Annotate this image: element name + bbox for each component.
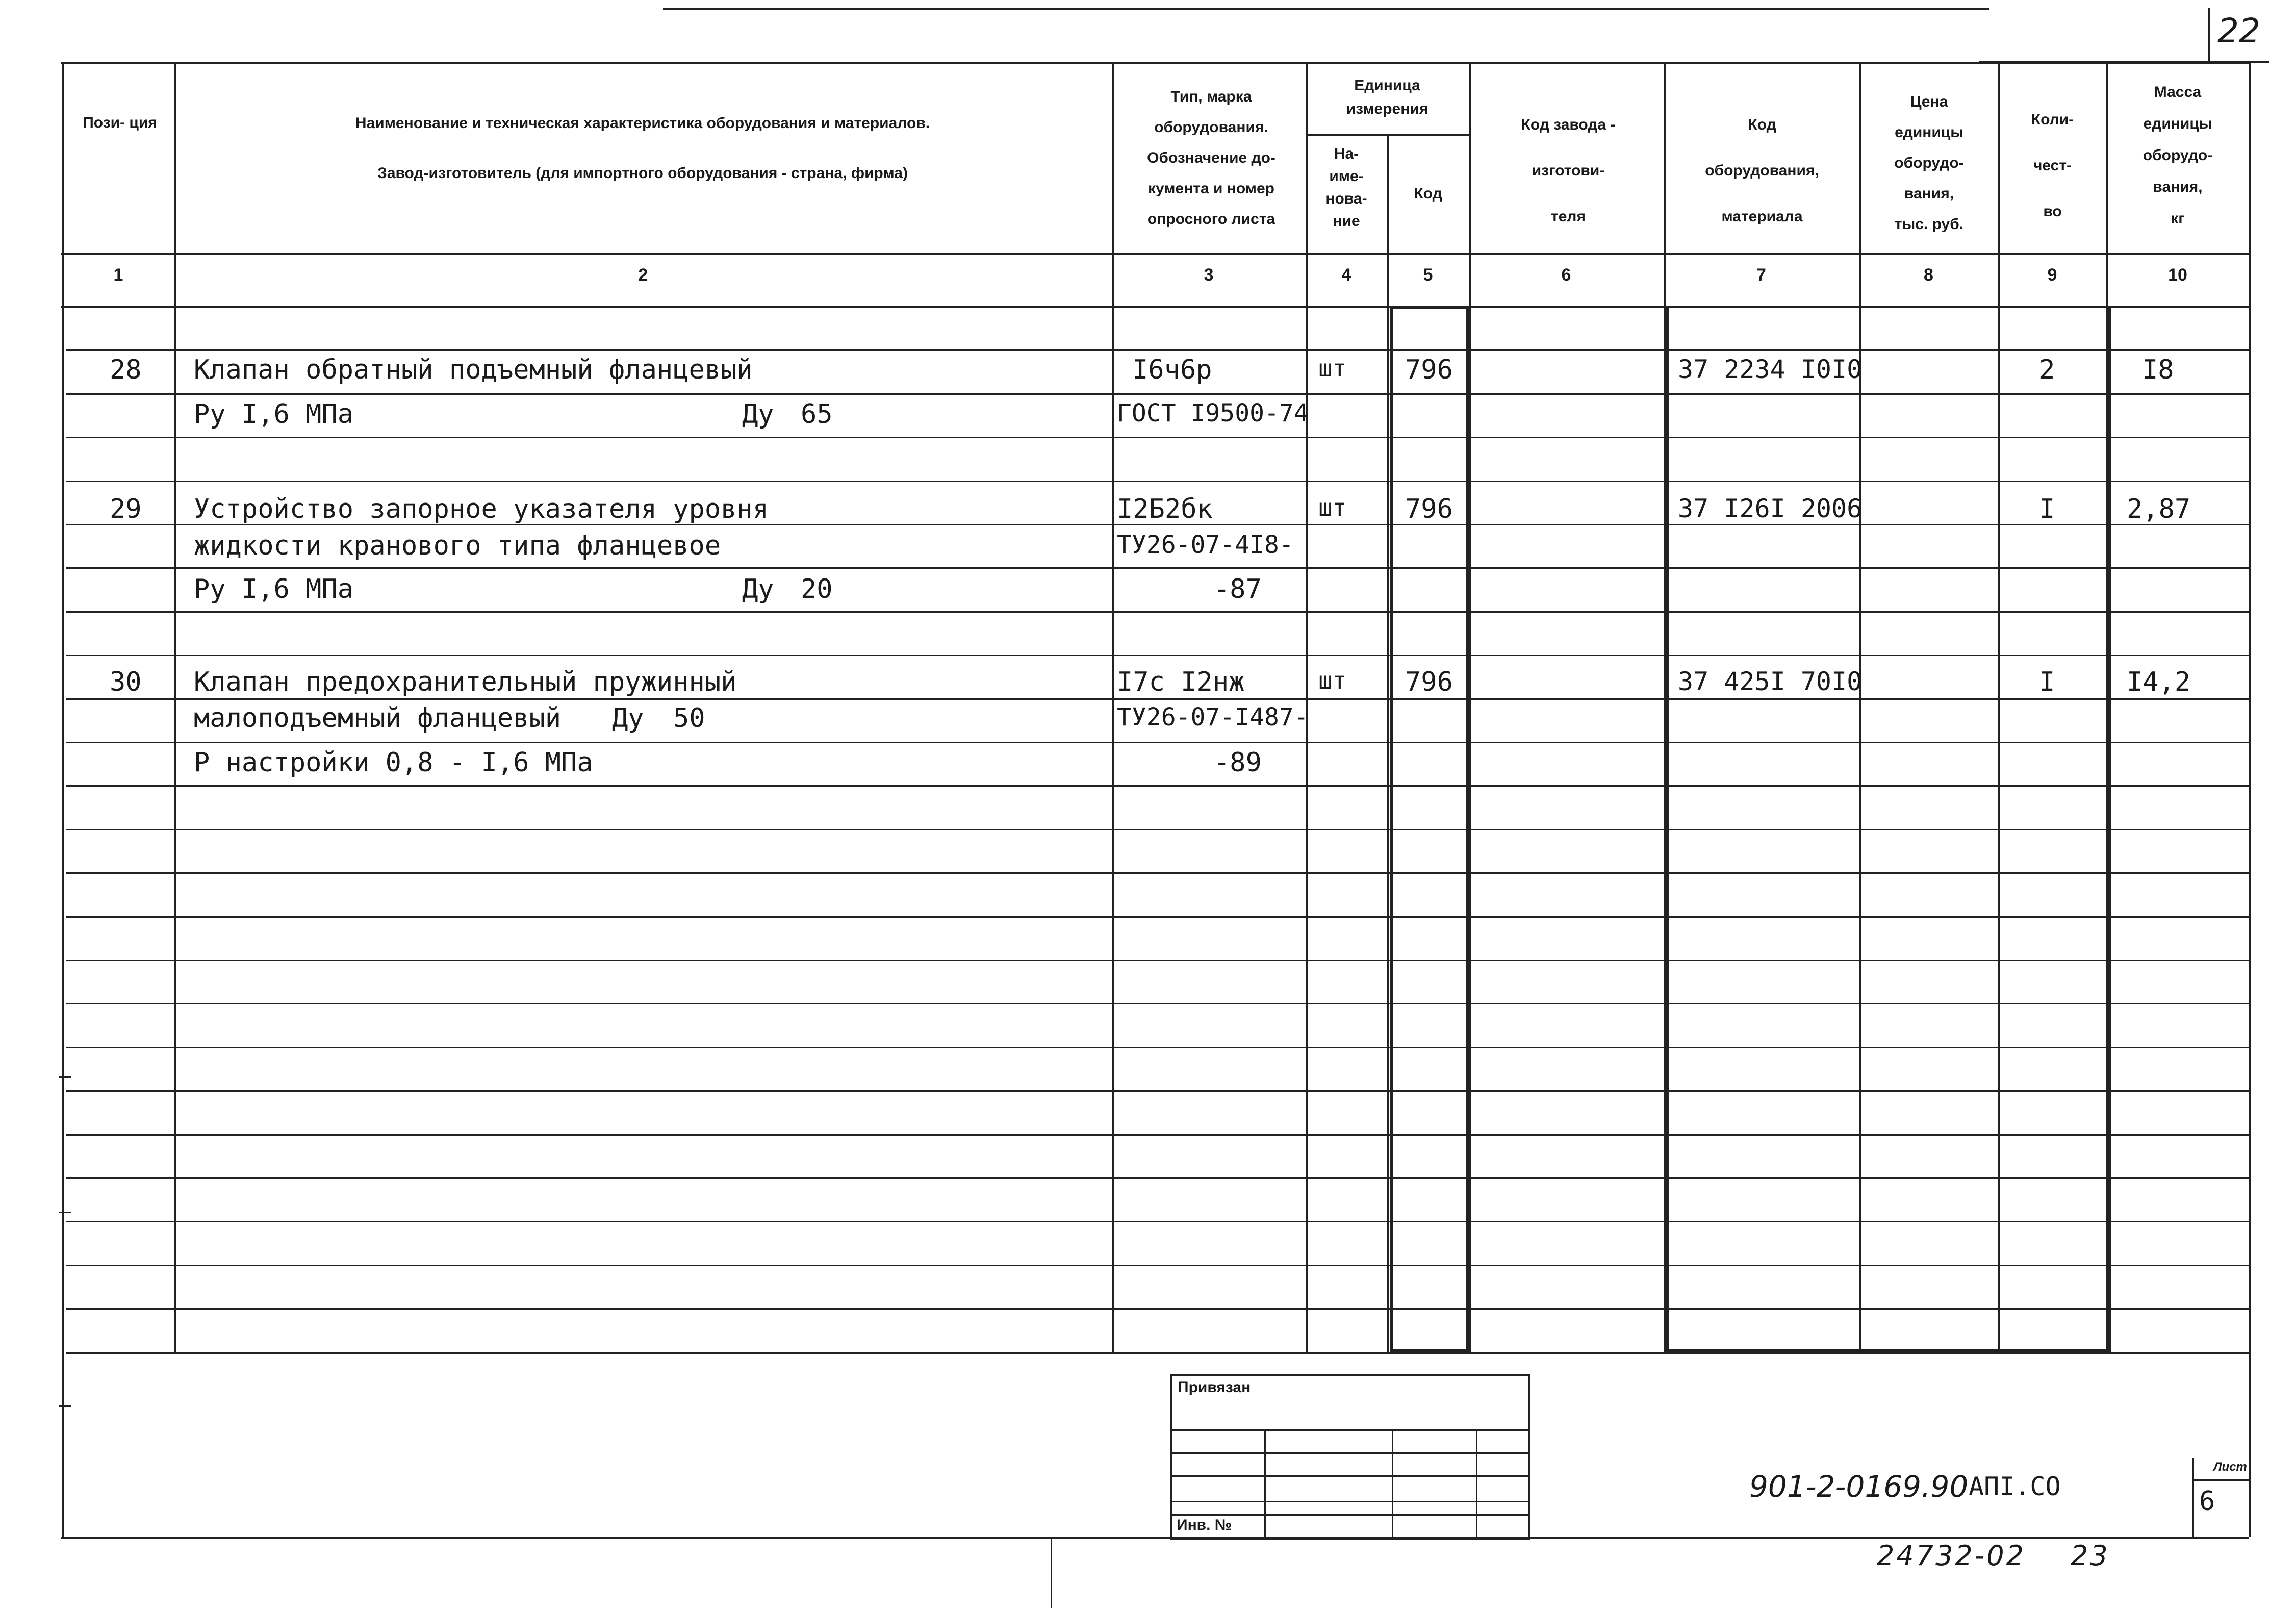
row-position: 28 bbox=[110, 355, 142, 385]
row-unit-code: 796 bbox=[1405, 494, 1453, 524]
row-name-line: Устройство запорное указателя уровня bbox=[194, 494, 769, 524]
row-name-line: Р настройки 0,8 - I,6 МПа bbox=[194, 747, 593, 778]
row-mass: I8 bbox=[2142, 355, 2174, 385]
row-quantity: I bbox=[2039, 494, 2055, 524]
row-type-line: -87 bbox=[1214, 574, 1262, 605]
col-number-7: 7 bbox=[1756, 265, 1766, 285]
row-type-line: -89 bbox=[1214, 747, 1262, 778]
header-unit-code: Код bbox=[1414, 185, 1442, 202]
row-position: 29 bbox=[110, 494, 142, 524]
binding-stamp bbox=[1170, 1374, 1530, 1540]
row-du-value: 50 bbox=[673, 703, 705, 734]
header-name-line1: Наименование и техническая характеристика оборудования и материалов. bbox=[355, 115, 930, 132]
row-name-line: Ру I,6 МПа bbox=[194, 399, 354, 430]
header-unit-group: Единица измерения bbox=[1346, 77, 1428, 117]
row-type-line: ТУ26-07-I487- bbox=[1117, 703, 1309, 732]
row-type-line: I2Б2бк bbox=[1117, 494, 1213, 524]
header-type-mark: Тип, марка оборудования. Обозначение до- кумента и номер опросного листа bbox=[1147, 88, 1275, 228]
row-unit-code: 796 bbox=[1405, 355, 1453, 385]
row-unit: шт bbox=[1318, 667, 1347, 694]
row-du-label: Ду bbox=[742, 574, 774, 605]
row-equipment-code: 37 2234 I0I0 bbox=[1678, 355, 1863, 384]
row-name-line: Клапан предохранительный пружинный bbox=[194, 667, 737, 697]
row-quantity: I bbox=[2039, 667, 2055, 697]
row-du-value: 20 bbox=[801, 574, 833, 605]
document-suffix: АПI.СО bbox=[1969, 1472, 2061, 1501]
col-number-3: 3 bbox=[1204, 265, 1214, 285]
document-code: 901-2-0169.90 bbox=[1749, 1469, 1969, 1504]
row-name-line: Клапан обратный подъемный фланцевый bbox=[194, 355, 753, 385]
header-unit-mass: Масса единицы оборудо- вания, кг bbox=[2142, 84, 2213, 227]
sheet-number: 6 bbox=[2199, 1486, 2215, 1517]
row-mass: I4,2 bbox=[2127, 667, 2191, 697]
row-type-line: I7с I2нж bbox=[1117, 667, 1245, 697]
row-du-label: Ду bbox=[612, 703, 644, 734]
header-unit-name: На- име- нова- ние bbox=[1325, 145, 1367, 230]
col-number-10: 10 bbox=[2168, 265, 2187, 285]
archive-page: 23 bbox=[2071, 1540, 2110, 1572]
col-number-9: 9 bbox=[2047, 265, 2057, 285]
stamp-privyazan: Привязан bbox=[1178, 1379, 1251, 1396]
stamp-inventory-number: Инв. № bbox=[1177, 1517, 1232, 1533]
row-du-value: 65 bbox=[801, 399, 833, 430]
sheet-label: Лист bbox=[2213, 1460, 2247, 1474]
row-position: 30 bbox=[110, 667, 142, 697]
row-name-line: жидкости кранового типа фланцевое bbox=[194, 531, 721, 561]
row-type-line: I6ч6р bbox=[1132, 355, 1212, 385]
row-equipment-code: 37 I26I 2006 bbox=[1678, 494, 1863, 523]
col-number-6: 6 bbox=[1561, 265, 1571, 285]
row-unit: шт bbox=[1318, 494, 1347, 521]
sheet-box bbox=[2192, 1458, 2249, 1537]
row-name-line: Ру I,6 МПа bbox=[194, 574, 354, 605]
row-unit: шт bbox=[1318, 355, 1347, 382]
archive-number: 24732-02 bbox=[1877, 1540, 2026, 1572]
col-number-2: 2 bbox=[638, 265, 648, 285]
header-name-line2: Завод-изготовитель (для импортного оборудования - страна, фирма) bbox=[377, 165, 908, 182]
col-number-4: 4 bbox=[1341, 265, 1351, 285]
header-manufacturer-code: Код завода - изготови- теля bbox=[1521, 116, 1616, 225]
row-name-line: малоподъемный фланцевый bbox=[194, 703, 562, 734]
row-quantity: 2 bbox=[2039, 355, 2055, 385]
header-unit-price: Цена единицы оборудо- вания, тыс. руб. bbox=[1894, 93, 1964, 233]
row-type-line: ГОСТ I9500-74 bbox=[1117, 399, 1309, 427]
sheet-corner-number: 22 bbox=[2217, 11, 2260, 51]
row-equipment-code: 37 425I 70I0 bbox=[1678, 667, 1863, 696]
col-number-8: 8 bbox=[1924, 265, 1933, 285]
row-unit-code: 796 bbox=[1405, 667, 1453, 697]
row-type-line: ТУ26-07-4I8- bbox=[1117, 531, 1294, 559]
col-number-1: 1 bbox=[113, 265, 123, 285]
header-quantity: Коли- чест- во bbox=[2031, 111, 2074, 220]
col-number-5: 5 bbox=[1423, 265, 1433, 285]
row-du-label: Ду bbox=[742, 399, 774, 430]
header-position: Пози- ция bbox=[83, 114, 157, 131]
row-mass: 2,87 bbox=[2127, 494, 2191, 524]
header-equipment-code: Код оборудования, материала bbox=[1705, 116, 1819, 225]
